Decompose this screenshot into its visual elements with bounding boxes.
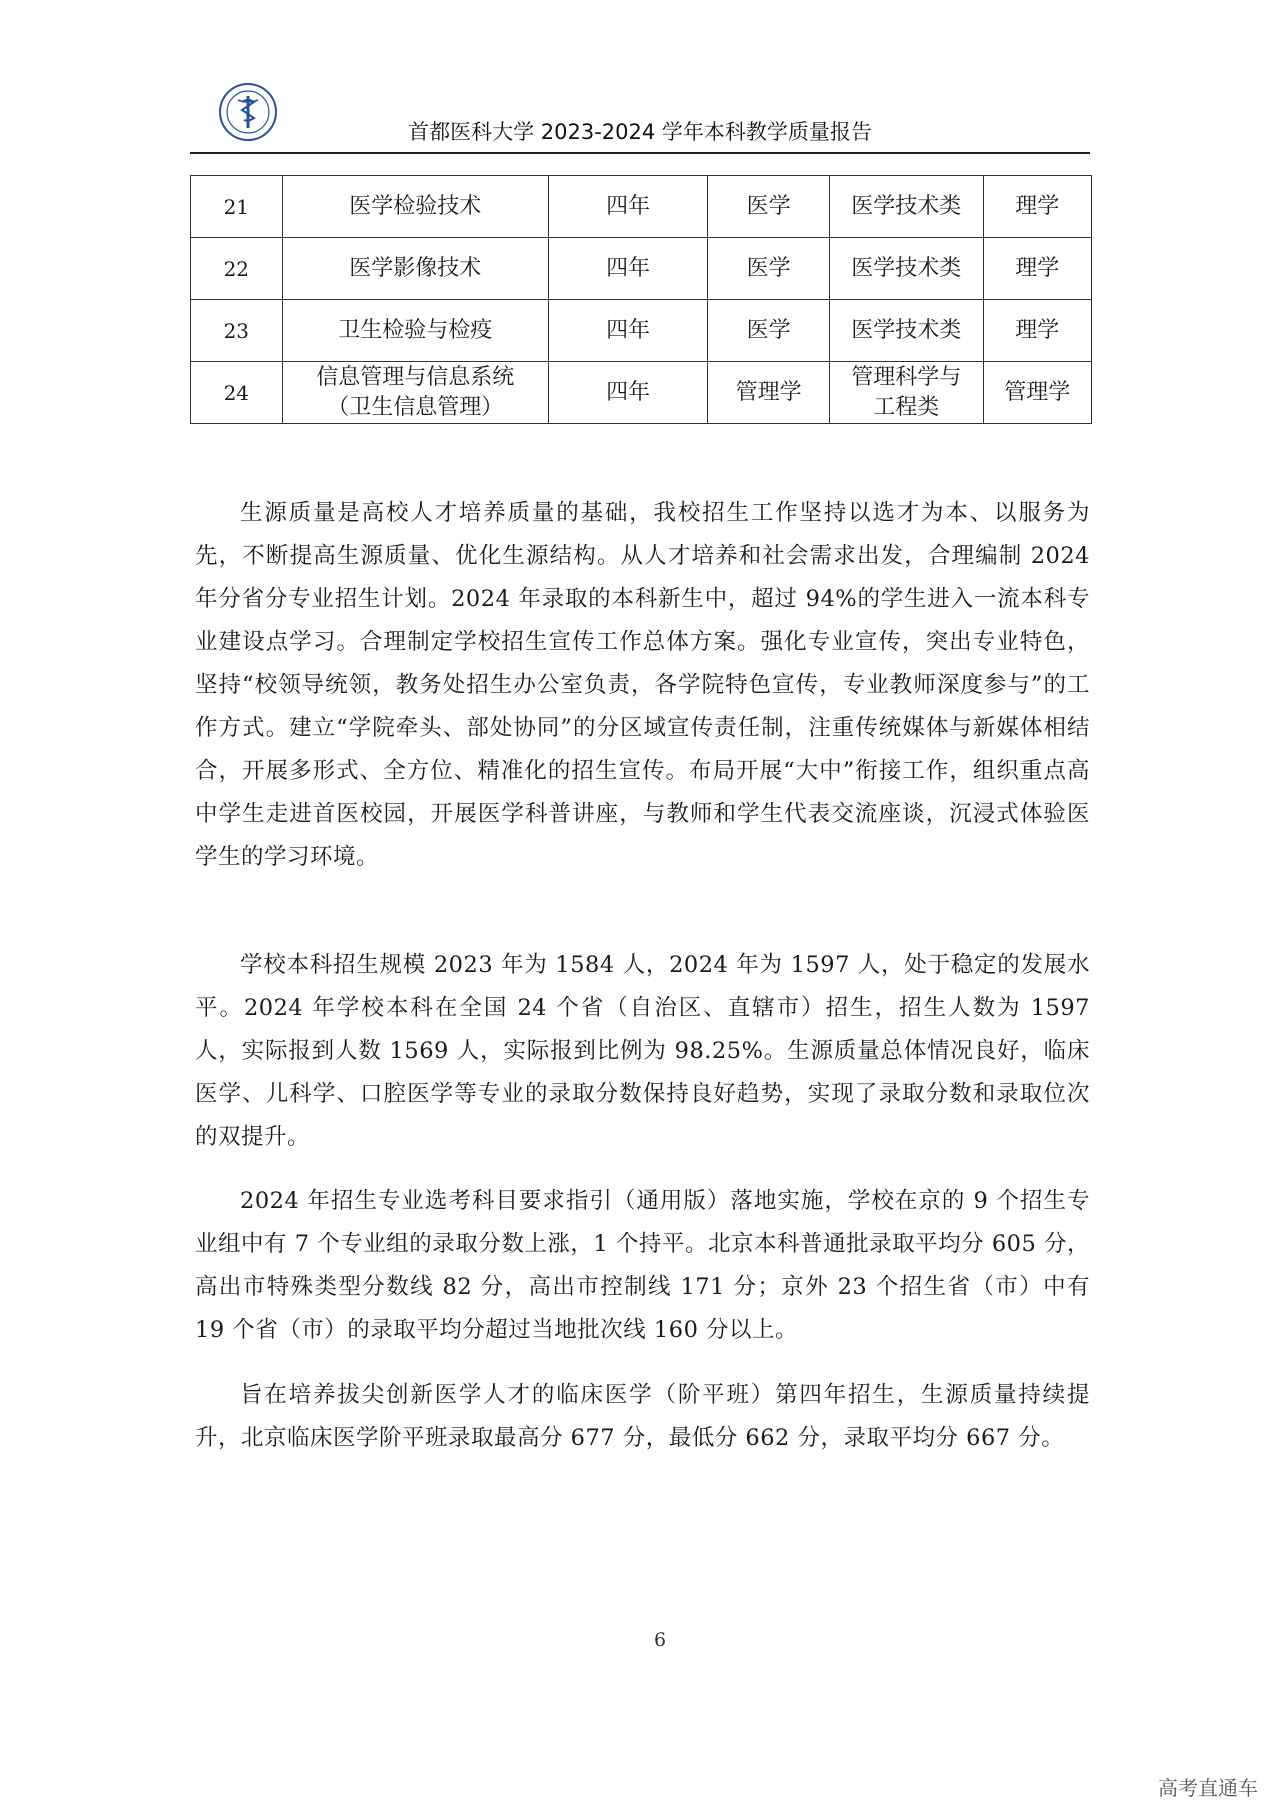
degree-type: 理学 — [983, 300, 1091, 362]
major-class: 医学技术类 — [829, 300, 983, 362]
header-divider — [190, 152, 1090, 154]
major-class: 医学技术类 — [829, 176, 983, 238]
study-length: 四年 — [548, 362, 707, 424]
row-number: 22 — [191, 238, 283, 300]
table-row — [191, 300, 1092, 362]
major-class-line: 管理科学与 — [851, 364, 962, 390]
major-name: 医学检验技术 — [282, 176, 548, 238]
study-length: 四年 — [548, 238, 707, 300]
report-title: 首都医科大学 2023-2024 学年本科教学质量报告 — [408, 120, 872, 144]
discipline-category: 医学 — [708, 238, 830, 300]
major-name — [282, 362, 548, 424]
row-number: 24 — [191, 362, 283, 424]
paragraph-admission-scores: 2024 年招生专业选考科目要求指引（通用版）落地实施，学校在京的 9 个招生专业组中有 7 个专业组的录取分数上涨，1 个持平。北京本科普通批录取平均分 605 分，高出市特殊类型分数线 82 分，高出市控制线 171 分；京外 23 个招生省（市）中有 19 个省（市）的录取平均分超过当地批次线 160 分以上。 — [195, 1188, 1090, 1343]
row-number: 21 — [191, 176, 283, 238]
major-name-line: 信息管理与信息系统 — [316, 364, 515, 390]
page-header — [190, 70, 1090, 154]
discipline-category: 管理学 — [708, 362, 830, 424]
table-row — [191, 238, 1092, 300]
watermark: 高考直通车 — [1158, 1776, 1258, 1800]
degree-type: 理学 — [983, 176, 1091, 238]
row-number: 23 — [191, 300, 283, 362]
discipline-category: 医学 — [708, 176, 830, 238]
majors-table — [190, 175, 1092, 424]
table-row — [191, 362, 1092, 424]
major-name: 卫生检验与检疫 — [282, 300, 548, 362]
major-name-line: （卫生信息管理） — [327, 394, 504, 420]
paragraph-admission-quality: 生源质量是高校人才培养质量的基础，我校招生工作坚持以选才为本、以服务为先，不断提高生源质量、优化生源结构。从人才培养和社会需求出发，合理编制 2024 年分省分专业招生计划。2024 年录取的本科新生中，超过 94%的学生进入一流本科专业建设点学习。合理制定学校招生宣传工作总体方案。强化专业宣传，突出专业特色，坚持“校领导统领，教务处招生办公室负责，各学院特色宣传，专业教师深度参与”的工作方式。建立“学院牵头、部处协同”的分区域宣传责任制，注重传统媒体与新媒体相结合，开展多形式、全方位、精准化的招生宣传。布局开展“大中”衔接工作，组织重点高中学生走进首医校园，开展医学科普讲座，与教师和学生代表交流座谈，沉浸式体验医学生的学习环境。 — [195, 500, 1090, 870]
paragraph-enrollment-scale: 学校本科招生规模 2023 年为 1584 人，2024 年为 1597 人，处于稳定的发展水平。2024 年学校本科在全国 24 个省（自治区、直辖市）招生，招生人数为 1597 人，实际报到人数 1569 人，实际报到比例为 98.25%。生源质量总体情况良好，临床医学、儿科学、口腔医学等专业的录取分数保持良好趋势，实现了录取分数和录取位次的双提升。 — [195, 952, 1090, 1150]
degree-type: 管理学 — [983, 362, 1091, 424]
major-class: 医学技术类 — [829, 238, 983, 300]
discipline-category: 医学 — [708, 300, 830, 362]
study-length: 四年 — [548, 300, 707, 362]
degree-type: 理学 — [983, 238, 1091, 300]
study-length: 四年 — [548, 176, 707, 238]
paragraph-jieping-class: 旨在培养拔尖创新医学人才的临床医学（阶平班）第四年招生，生源质量持续提升，北京临床医学阶平班录取最高分 677 分，最低分 662 分，录取平均分 667 分。 — [195, 1382, 1090, 1451]
table-row — [191, 176, 1092, 238]
major-name: 医学影像技术 — [282, 238, 548, 300]
page-number: 6 — [653, 1629, 667, 1651]
major-class — [829, 362, 983, 424]
major-class-line: 工程类 — [873, 394, 940, 420]
